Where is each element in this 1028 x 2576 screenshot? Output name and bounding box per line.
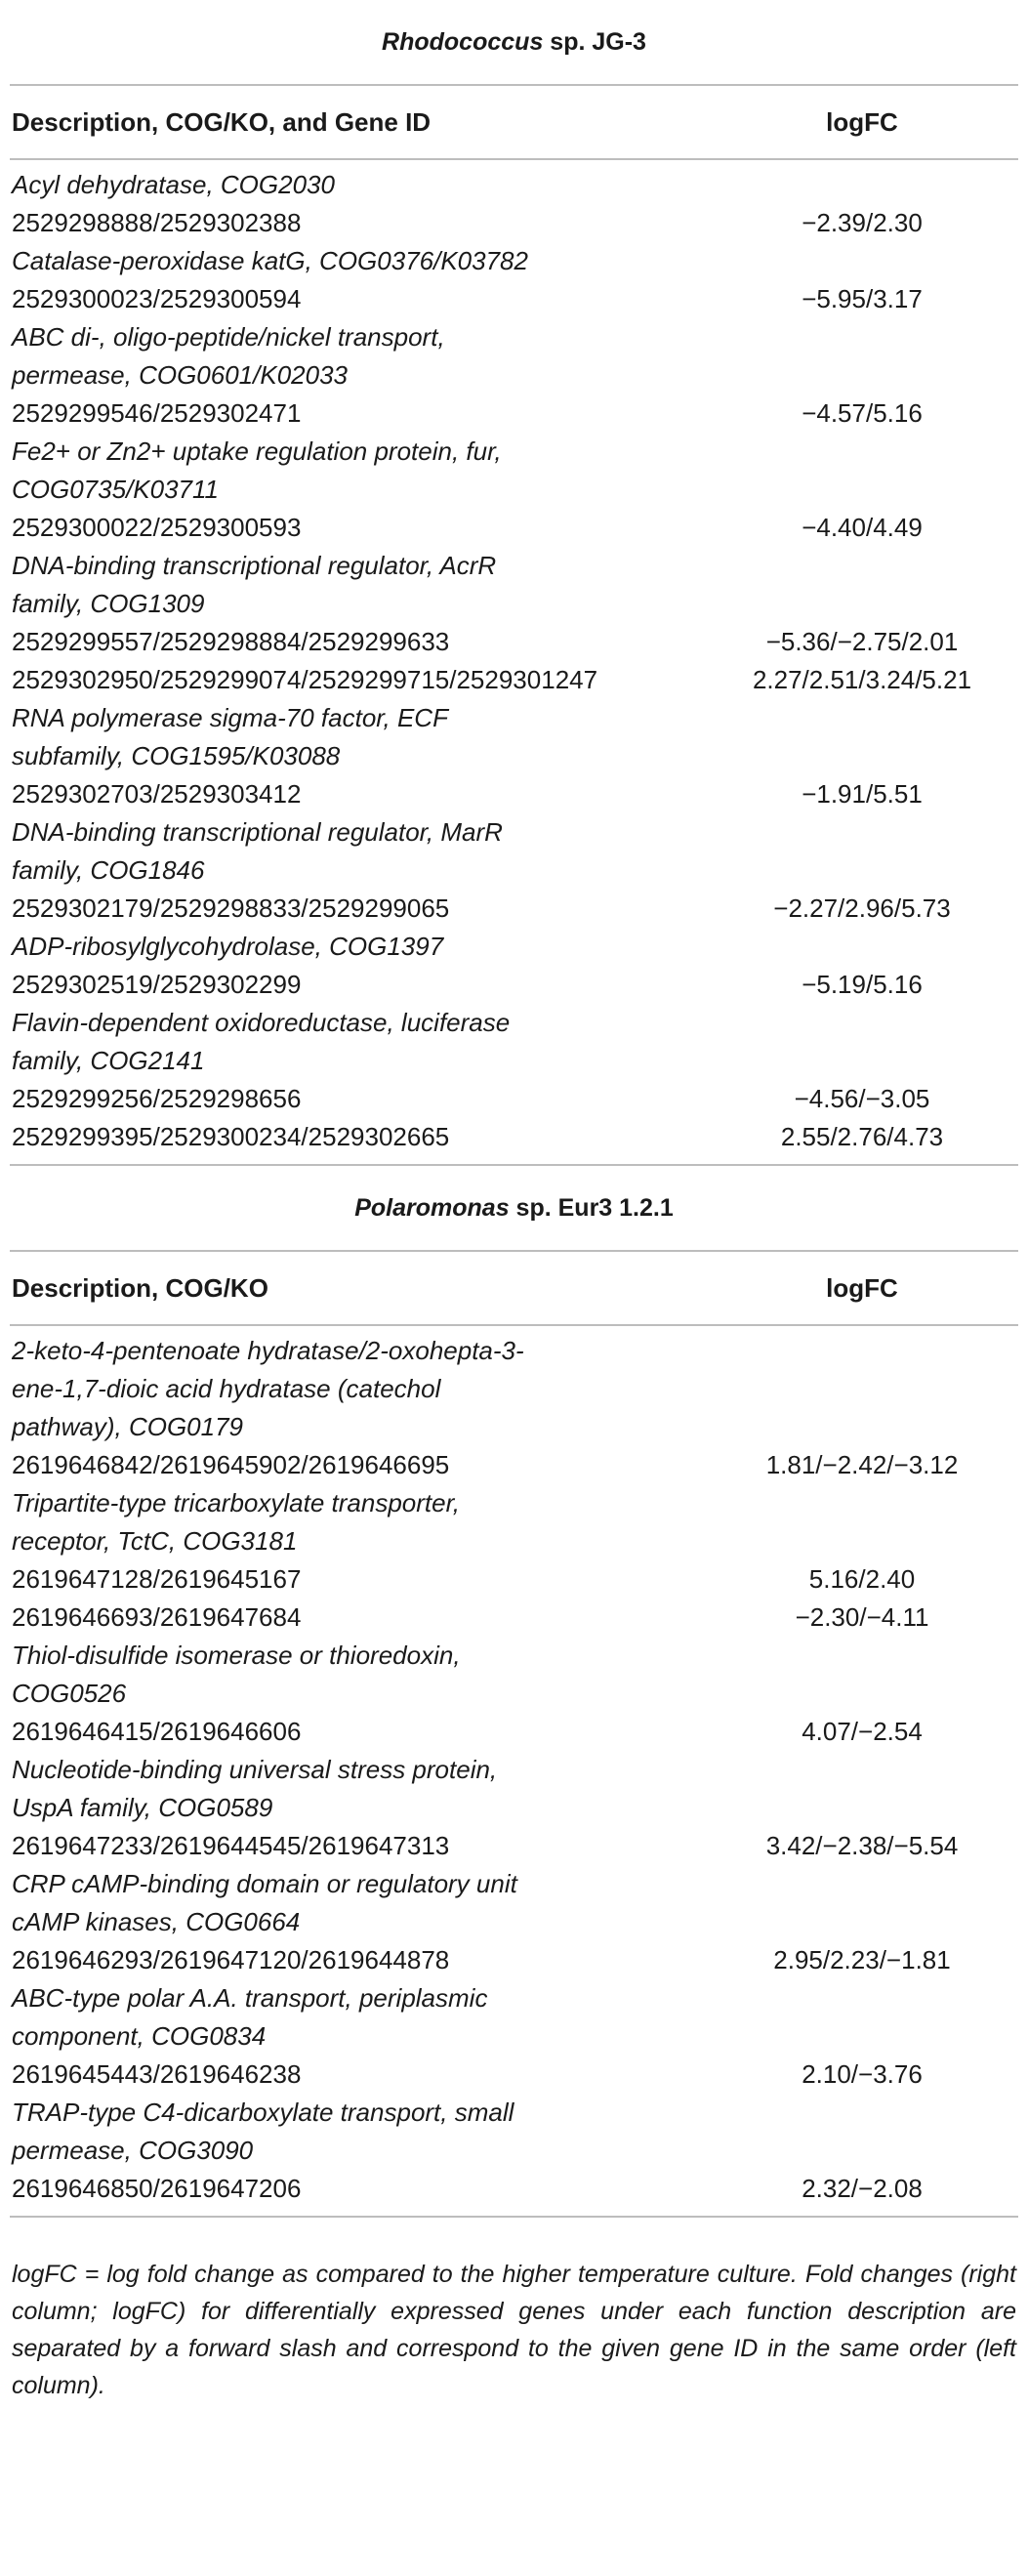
gene-id: 2619647233/2619644545/2619647313	[12, 1831, 450, 1860]
gene-id: 2619646850/2619647206	[12, 2174, 302, 2203]
description-row	[0, 1751, 1028, 1827]
gene-id: 2619646693/2619647684	[12, 1602, 302, 1632]
gene-id: 2529299546/2529302471	[12, 398, 302, 428]
logfc-value	[735, 928, 1028, 966]
gene-id: 2619646842/2619645902/2619646695	[12, 1450, 450, 1479]
table-body	[0, 160, 1028, 1164]
gene-id: 2619647128/2619645167	[12, 1564, 302, 1594]
gene-id: 2529298888/2529302388	[12, 208, 302, 237]
description-row	[0, 813, 1028, 890]
gene-id: 2529299557/2529298884/2529299633	[12, 627, 450, 656]
gene-id: 2529300022/2529300593	[12, 513, 302, 542]
description-row	[0, 699, 1028, 775]
logfc-value: −4.57/5.16	[802, 398, 923, 428]
description-row	[0, 433, 1028, 509]
gene-row	[0, 1118, 1028, 1156]
gene-row	[0, 395, 1028, 433]
logfc-value	[735, 1332, 1028, 1446]
function-description: 2-keto-4-pentenoate hydratase/2-oxohepta-3-ene-1,7-dioic acid hydratase (catechol pathway), COG0179	[12, 1336, 524, 1441]
logfc-value	[735, 1865, 1028, 1941]
table-body	[0, 1326, 1028, 2216]
logfc-value	[735, 1979, 1028, 2056]
logfc-value: −2.30/−4.11	[795, 1602, 929, 1632]
function-description: DNA-binding transcriptional regulator, MarR family, COG1846	[12, 817, 503, 885]
table-header	[0, 1252, 1028, 1324]
gene-id: 2529299395/2529300234/2529302665	[12, 1122, 450, 1151]
logfc-value: 4.07/−2.54	[802, 1717, 923, 1746]
logfc-value	[735, 699, 1028, 775]
logfc-value: −5.95/3.17	[802, 284, 923, 313]
logfc-value: 5.16/2.40	[808, 1564, 916, 1594]
function-description: Catalase-peroxidase katG, COG0376/K03782	[12, 246, 528, 275]
function-description: DNA-binding transcriptional regulator, AcrR family, COG1309	[12, 551, 497, 618]
logfc-value: 2.32/−2.08	[802, 2174, 923, 2203]
logfc-value	[735, 813, 1028, 890]
gene-row	[0, 1941, 1028, 1979]
organism-name: Rhodococcus	[382, 28, 544, 56]
description-row	[0, 318, 1028, 395]
function-description: ABC-type polar A.A. transport, periplasmic component, COG0834	[12, 1983, 488, 2051]
logfc-value: 2.27/2.51/3.24/5.21	[752, 665, 972, 694]
description-row	[0, 166, 1028, 204]
description-row	[0, 1332, 1028, 1446]
function-description: Nucleotide-binding universal stress protein, UspA family, COG0589	[12, 1755, 498, 1822]
gene-row	[0, 2056, 1028, 2094]
description-row	[0, 547, 1028, 623]
divider	[10, 2216, 1018, 2218]
gene-row	[0, 623, 1028, 661]
logfc-value: −5.19/5.16	[802, 970, 923, 999]
description-row	[0, 1484, 1028, 1560]
logfc-value	[735, 1751, 1028, 1827]
organism-name: Polaromonas	[354, 1194, 510, 1222]
logfc-value: −4.56/−3.05	[794, 1084, 930, 1113]
logfc-value	[735, 242, 1028, 280]
gene-row	[0, 775, 1028, 813]
logfc-value	[735, 1484, 1028, 1560]
gene-id: 2619646293/2619647120/2619644878	[12, 1945, 450, 1974]
logfc-value	[735, 318, 1028, 395]
gene-id: 2529302179/2529298833/2529299065	[12, 893, 450, 923]
logfc-value: 1.81/−2.42/−3.12	[765, 1450, 959, 1479]
gene-row	[0, 661, 1028, 699]
logfc-value: 2.95/2.23/−1.81	[773, 1945, 951, 1974]
table-title	[0, 0, 1028, 84]
table-title	[0, 1166, 1028, 1250]
gene-row	[0, 1560, 1028, 1599]
column-header-description: Description, COG/KO	[12, 1272, 268, 1303]
function-description: RNA polymerase sigma-70 factor, ECF subfamily, COG1595/K03088	[12, 703, 448, 770]
gene-row	[0, 2170, 1028, 2208]
function-description: Fe2+ or Zn2+ uptake regulation protein, fur, COG0735/K03711	[12, 436, 502, 504]
logfc-value	[735, 2094, 1028, 2170]
function-description: ABC di-, oligo-peptide/nickel transport, permease, COG0601/K02033	[12, 322, 445, 390]
gene-row	[0, 204, 1028, 242]
gene-row	[0, 1446, 1028, 1484]
gene-row	[0, 1080, 1028, 1118]
gene-row	[0, 1599, 1028, 1637]
description-row	[0, 1865, 1028, 1941]
description-row	[0, 242, 1028, 280]
gene-id: 2619645443/2619646238	[12, 2059, 302, 2089]
table-header	[0, 86, 1028, 158]
organism-strain: sp. Eur3 1.2.1	[509, 1194, 674, 1222]
gene-row	[0, 1827, 1028, 1865]
table-section-polaromonas	[0, 1166, 1028, 2218]
gene-row	[0, 509, 1028, 547]
gene-id: 2619646415/2619646606	[12, 1717, 302, 1746]
logfc-value: −5.36/−2.75/2.01	[765, 627, 959, 656]
logfc-value	[735, 1004, 1028, 1080]
logfc-value: 2.10/−3.76	[802, 2059, 923, 2089]
description-row	[0, 2094, 1028, 2170]
description-row	[0, 1979, 1028, 2056]
description-row	[0, 1637, 1028, 1713]
column-header-description: Description, COG/KO, and Gene ID	[12, 106, 432, 137]
gene-row	[0, 890, 1028, 928]
function-description: TRAP-type C4-dicarboxylate transport, small permease, COG3090	[12, 2098, 514, 2165]
logfc-value	[735, 433, 1028, 509]
logfc-value: −1.91/5.51	[802, 779, 923, 809]
logfc-value	[735, 166, 1028, 204]
gene-id: 2529299256/2529298656	[12, 1084, 302, 1113]
logfc-value	[735, 547, 1028, 623]
gene-id: 2529302950/2529299074/2529299715/2529301247	[12, 665, 598, 694]
function-description: CRP cAMP-binding domain or regulatory unit cAMP kinases, COG0664	[12, 1869, 517, 1936]
gene-id: 2529302519/2529302299	[12, 970, 302, 999]
function-description: Thiol-disulfide isomerase or thioredoxin, COG0526	[12, 1641, 461, 1708]
table-footnote: logFC = log fold change as compared to the higher temperature culture. Fold changes (right column; logFC) for differentially expressed genes under each function description are separated by a forward slash and correspond to the given gene ID in the same order (left column).	[12, 2261, 1016, 2399]
logfc-value	[735, 1637, 1028, 1713]
gene-row	[0, 280, 1028, 318]
function-description: ADP-ribosylglycohydrolase, COG1397	[12, 932, 444, 961]
gene-id: 2529302703/2529303412	[12, 779, 302, 809]
column-header-logfc: logFC	[826, 1272, 898, 1303]
gene-row	[0, 966, 1028, 1004]
description-row	[0, 928, 1028, 966]
column-header-logfc: logFC	[826, 106, 898, 137]
function-description: Tripartite-type tricarboxylate transporter, receptor, TctC, COG3181	[12, 1488, 461, 1556]
table-section-rhodococcus	[0, 0, 1028, 1166]
description-row	[0, 1004, 1028, 1080]
function-description: Flavin-dependent oxidoreductase, luciferase family, COG2141	[12, 1008, 511, 1075]
function-description: Acyl dehydratase, COG2030	[12, 170, 335, 199]
logfc-value: −2.39/2.30	[802, 208, 923, 237]
gene-id: 2529300023/2529300594	[12, 284, 302, 313]
logfc-value: −2.27/2.96/5.73	[773, 893, 951, 923]
logfc-value: −4.40/4.49	[802, 513, 923, 542]
logfc-value: 3.42/−2.38/−5.54	[765, 1831, 959, 1860]
logfc-value: 2.55/2.76/4.73	[780, 1122, 944, 1151]
gene-row	[0, 1713, 1028, 1751]
organism-strain: sp. JG-3	[543, 28, 646, 56]
